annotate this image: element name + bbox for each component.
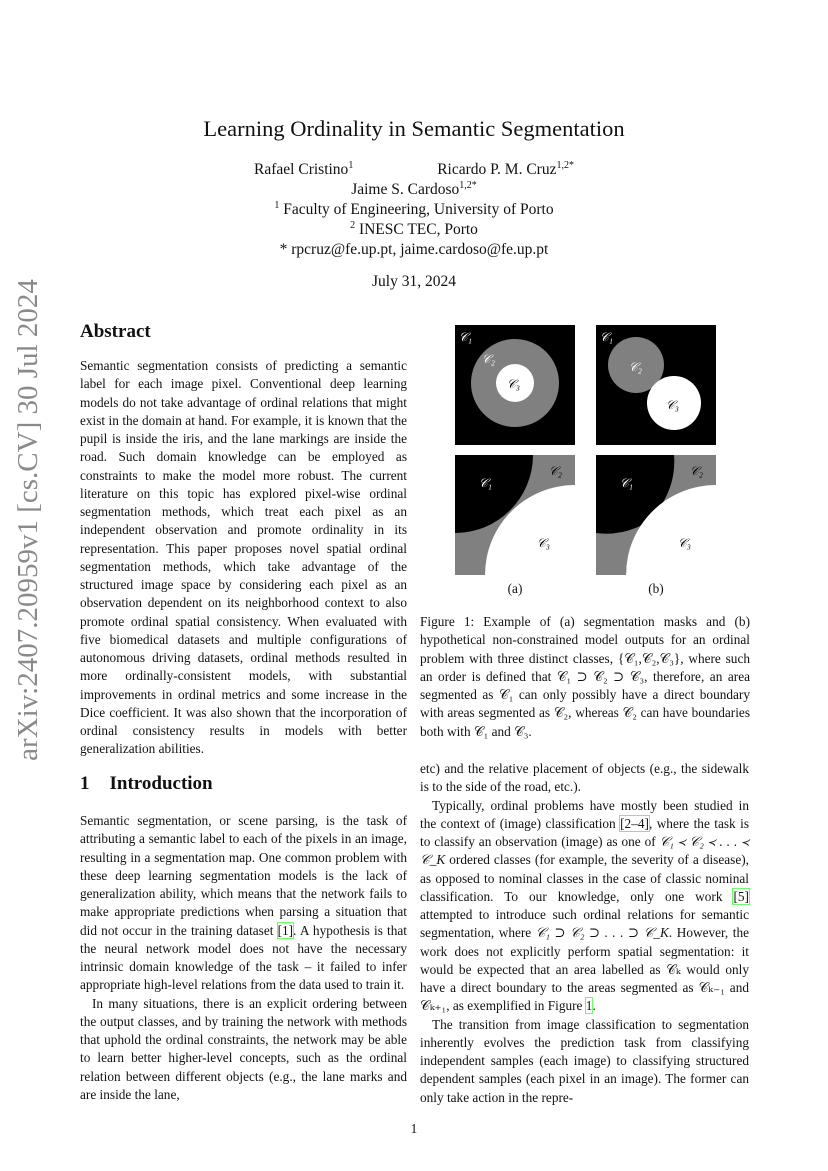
- figure-1: [455, 325, 717, 600]
- c3-label: 𝒞₃: [537, 536, 550, 550]
- c1-label: 𝒞₁: [479, 476, 492, 490]
- citation-link[interactable]: [2–4]: [620, 815, 649, 831]
- c3-label: 𝒞₃: [507, 377, 520, 391]
- affiliation-1: $^1$ Faculty of Engineering, University of Porto: [274, 199, 554, 218]
- c3-label: 𝒞₃: [666, 398, 679, 412]
- c3-label: 𝒞₃: [678, 536, 691, 550]
- section-number: 1: [80, 773, 90, 794]
- citation-link[interactable]: [5]: [733, 888, 749, 904]
- affiliation-2: $^2$ INESC TEC, Porto: [350, 219, 478, 238]
- paragraph: etc) and the relative placement of objects (e.g., the sidewalk is to the side of the road, etc.).: [420, 761, 749, 795]
- abstract-text: Semantic segmentation consists of predicting a semantic label for each image pixel. Conventional deep learning models do not take advantage of ordinal relations that might exist in the domain at hand. For example, it is known that the pupil is inside the iris, and the lane markings are inside the road. Such domain knowledge can be employed as constraints to make the model more robust. The current literature on this topic has explored pixel-wise ordinal segmentation methods, which treat each pixel as an independent observation and promote ordinality in its representation. This paper proposes novel spatial ordinal segmentation methods, which take advantage of the structured image space by considering each pixel as an observation dependent on its neighborhood context to also promote ordinal spatial consistency. When evaluated with five biomedical datasets and multiple configurations of autonomous driving datasets, ordinal methods resulted in more ordinally-consistent models, with substantial improvements in ordinal metrics and some increase in the Dice coefficient. It was also shown that the incorporation of ordinal consistency results in models with better generalization abilities.: [80, 358, 407, 757]
- mask-quarter-panel: [455, 455, 575, 575]
- abstract-heading: Abstract: [80, 321, 151, 342]
- subfigure-label-b: (b): [648, 581, 664, 596]
- subfigure-label-a: (a): [507, 581, 523, 596]
- paragraph: The transition from image classification to segmentation inherently evolves the prediction task from classifying independent samples (each image) to classifying structured dependent samples (each pixel in an image). The former can only take action in the repre-: [420, 1016, 749, 1105]
- output-quarter-panel: [596, 455, 716, 575]
- mask-concentric-panel: [455, 325, 575, 445]
- author-3: Jaime S. Cardoso$^{1,2*}$: [351, 179, 477, 198]
- paragraph: Typically, ordinal problems have mostly been studied in the context of (image) classification [2–4], where the task is to classify an observation (image) as one of 𝒞₁ ≺ 𝒞₂ ≺ . . . ≺ 𝒞_K ordered classes (for example, the severity of a disease), as opposed to nominal classes in the case of classic nominal classification. To our knowledge, only one work [5] attempted to introduce such ordinal relations for semantic segmentation, where 𝒞₁ ⊃ 𝒞₂ ⊃ . . . ⊃ 𝒞_K. However, the work does not explicitly perform spatial segmentation: it would be expected that an area labelled as 𝒞ₖ would only have a direct boundary to the areas segmented as 𝒞ₖ₋₁ and 𝒞ₖ₊₁, as exemplified in Figure 1.: [420, 797, 750, 1014]
- page-number: 1: [410, 1121, 418, 1136]
- section-title: Introduction: [109, 773, 213, 794]
- author-2: Ricardo P. M. Cruz$^{1,2*}$: [437, 159, 574, 178]
- introduction-right-column: [420, 760, 749, 1107]
- arxiv-stamp: arXiv:2407.20959v1 [cs.CV] 30 Jul 2024: [12, 279, 44, 761]
- paragraph: In many situations, there is an explicit ordering between the output classes, and by training the network with methods that uphold the ordinal constraints, the network may be able to learn better higher-level concepts, such as the ordinal relation between different objects (e.g., the lane marks and are inside the lane,: [80, 995, 407, 1102]
- paragraph: Semantic segmentation, or scene parsing, is the task of attributing a semantic label to each of the pixels in an image, resulting in a segmentation map. One common problem with these deep learning segmentation models is the lack of generalization ability, which means that the network fails to make appropriate predictions when parsing a situation that did not occur in the training dataset [1]. A hypothesis is that the neural network model does not have the necessary intrinsic domain knowledge of the task – it failed to infer appropriate high-level relations from the data used to train it.: [80, 813, 407, 993]
- c2-label: 𝒞₂: [549, 464, 562, 478]
- c2-label: 𝒞₂: [690, 464, 703, 478]
- introduction-heading: [80, 773, 213, 795]
- author-line: [0, 161, 828, 179]
- contact-emails: * rpcruz@fe.up.pt, jaime.cardoso@fe.up.pt: [279, 241, 549, 258]
- introduction-left-column: [80, 812, 407, 1104]
- citation-link[interactable]: [1]: [277, 922, 294, 938]
- paper-title: Learning Ordinality in Semantic Segmentation: [203, 116, 625, 141]
- c2-label: 𝒞₂: [482, 352, 495, 366]
- c1-label: 𝒞₁: [620, 476, 633, 490]
- figure-link[interactable]: 1: [585, 998, 593, 1014]
- c2-label: 𝒞₂: [629, 360, 642, 374]
- figure-caption: Figure 1: Example of (a) segmentation masks and (b) hypothetical non-constrained model outputs for an ordinal problem with three distinct classes, {𝒞₁,𝒞₂,𝒞₃}, where such an order is defined that 𝒞₁ ⊃ 𝒞₂ ⊃ 𝒞₃, therefore, an area segmented as 𝒞₁ can only possibly have a direct boundary with areas segmented as 𝒞₂, whereas 𝒞₂ can have boundaries both with 𝒞₁ and 𝒞₃.: [420, 614, 750, 739]
- c1-label: 𝒞₁: [600, 330, 613, 344]
- c1-label: 𝒞₁: [459, 330, 472, 344]
- author-1: Rafael Cristino$^1$: [254, 159, 354, 178]
- paper-date: July 31, 2024: [372, 273, 456, 290]
- output-circles-panel: [596, 325, 716, 445]
